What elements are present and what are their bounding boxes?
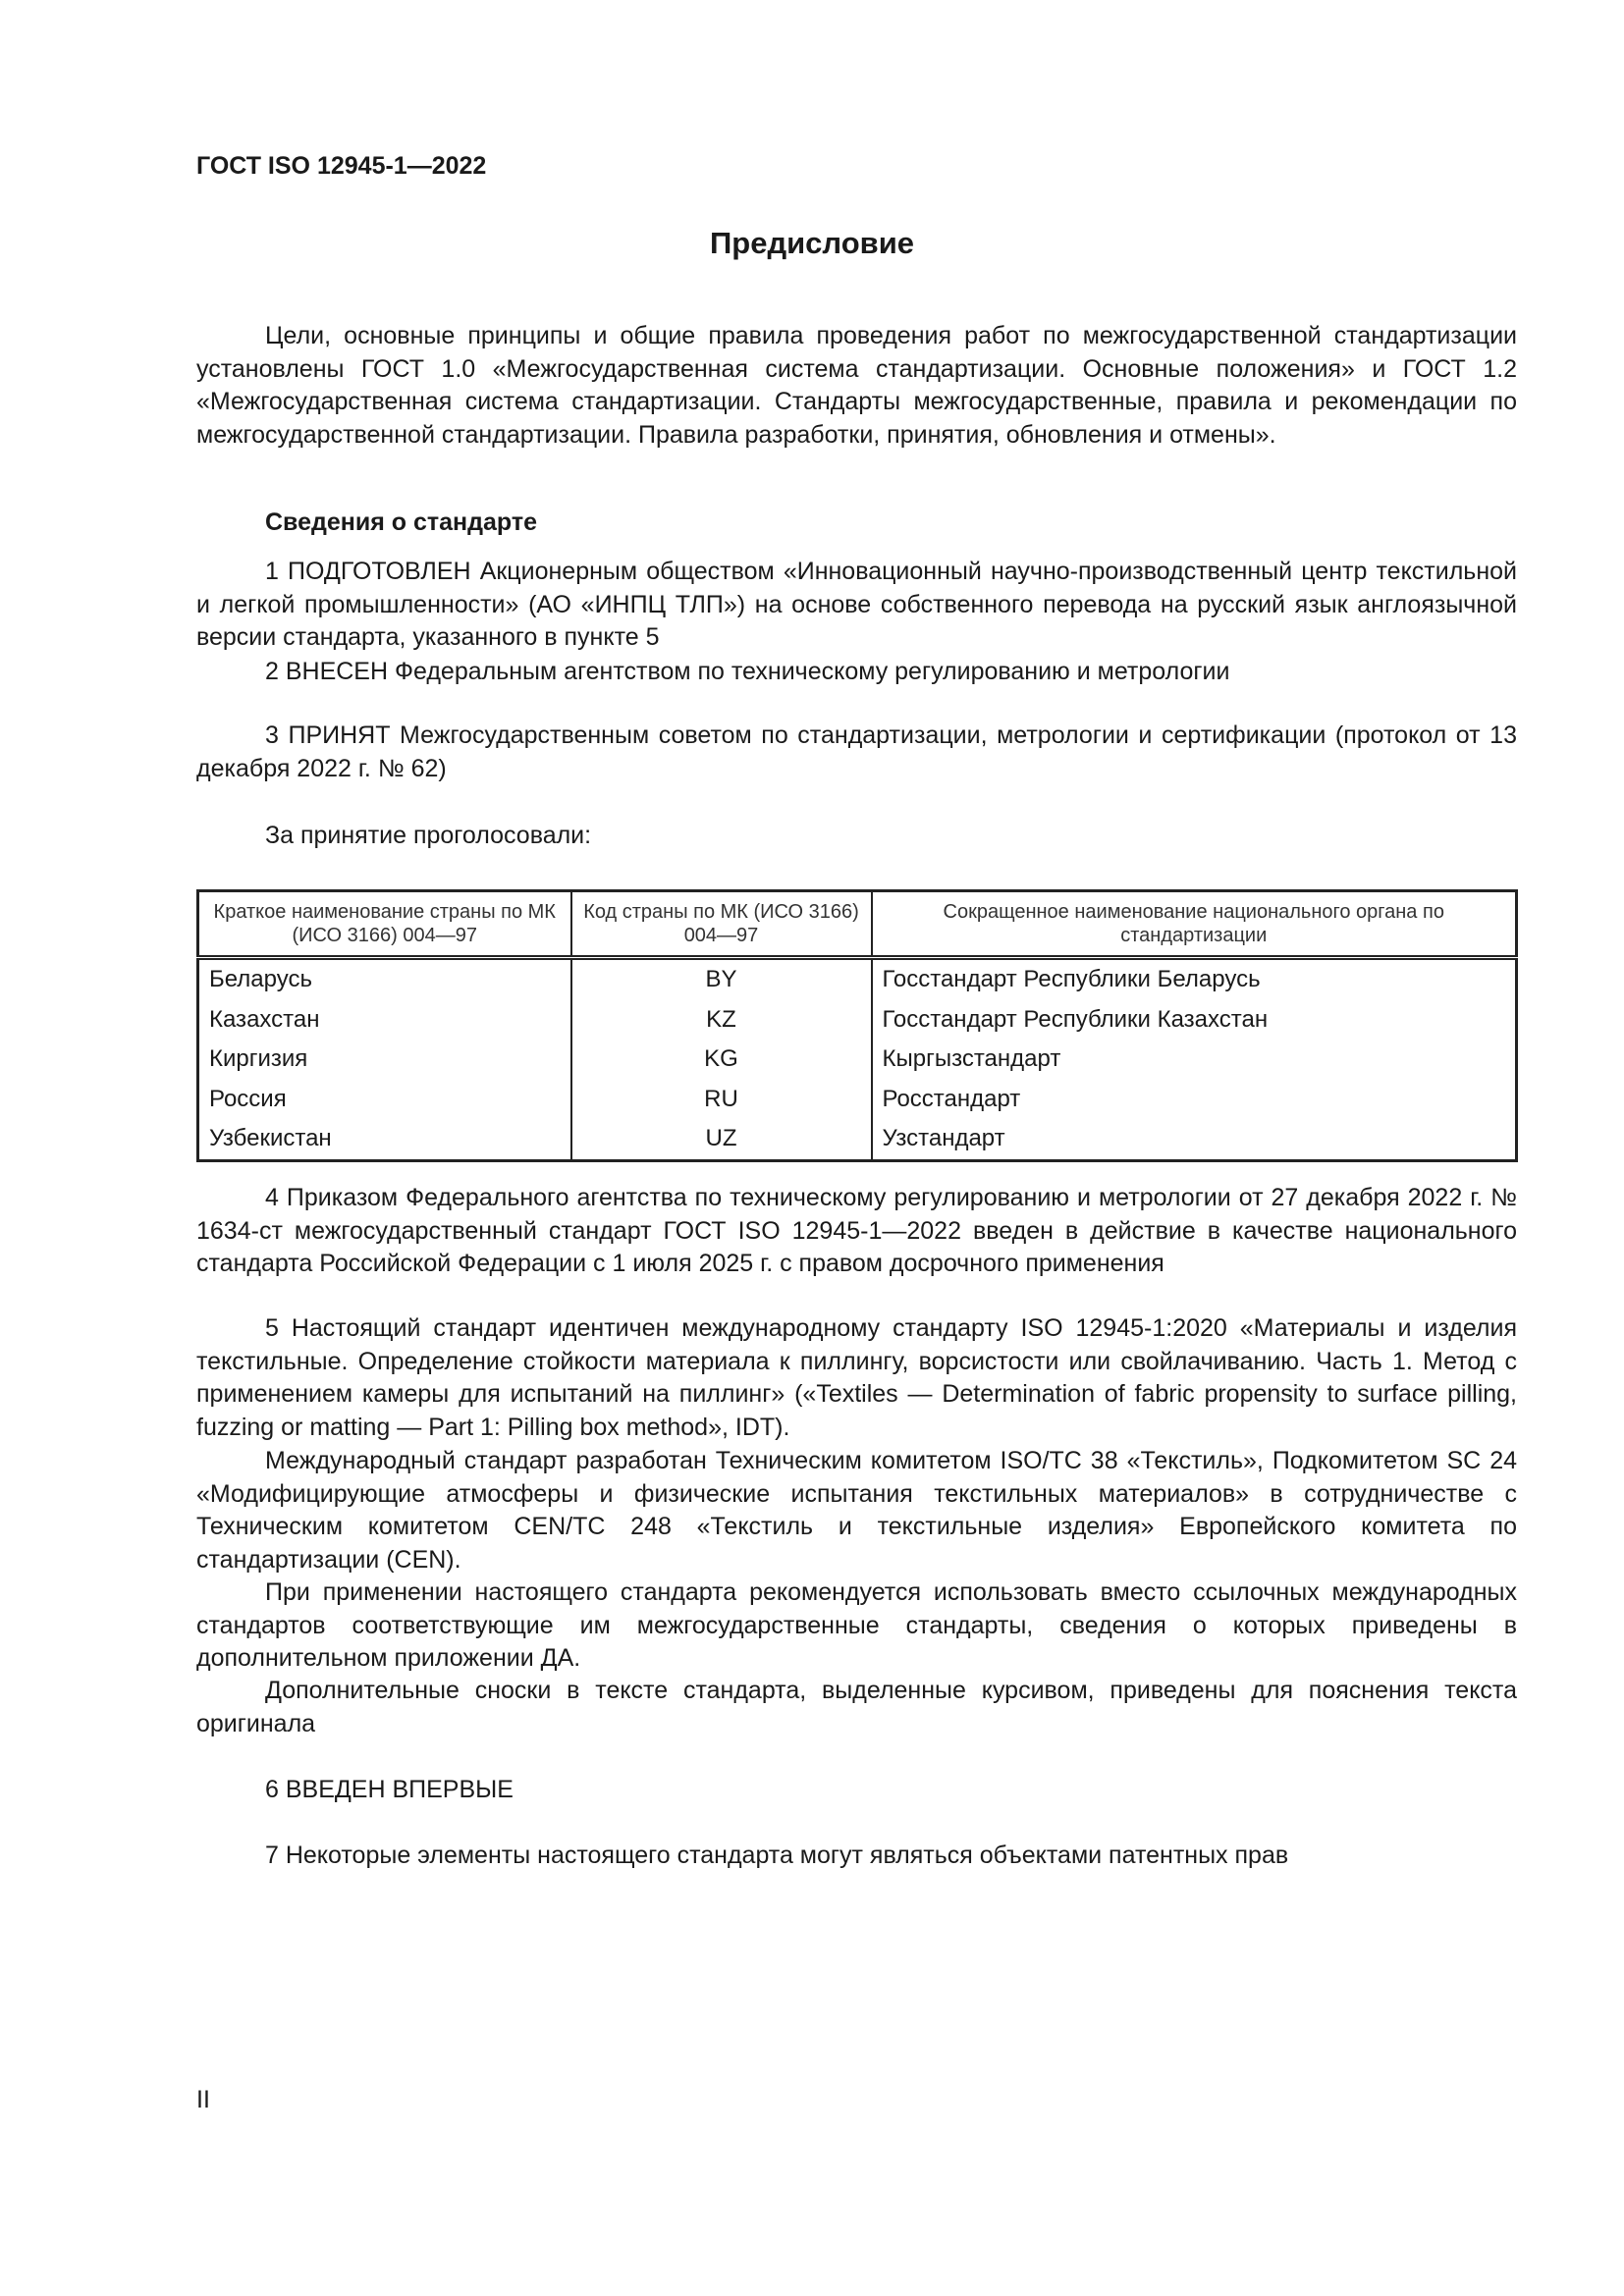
table-header-row (198, 891, 1517, 958)
column-header-body: Сокращенное наименование национального органа по стандартизации (872, 891, 1517, 958)
item-7: 7 Некоторые элементы настоящего стандарта могут являться объектами патентных прав (265, 1842, 1289, 1869)
item-2: 2 ВНЕСЕН Федеральным агентством по техническому регулированию и метрологии (265, 658, 1230, 685)
intro-paragraph: Цели, основные принципы и общие правила проведения работ по межгосударственной стандартизации установлены ГОСТ 1.0 «Межгосударственная система стандартизации. Основные положения» и ГОСТ 1.2 «Межгосударственная система стандартизации. Стандарты межгосударственные, правила и рекомендации по межгосударственной стандартизации. Правила разработки, принятия, обновления и отмены». (196, 322, 1517, 449)
cell-body: Госстандарт Республики Беларусь (872, 958, 1517, 1000)
column-header-country: Краткое наименование страны по МК (ИСО 3166) 004—97 (198, 891, 571, 958)
cell-body: Росстандарт (872, 1080, 1517, 1120)
cell-country: Россия (198, 1080, 571, 1120)
column-header-code: Код страны по МК (ИСО 3166) 004—97 (571, 891, 872, 958)
cell-country: Узбекистан (198, 1119, 571, 1160)
cell-code: UZ (571, 1119, 872, 1160)
item-5-committee: Международный стандарт разработан Техническим комитетом ISO/TC 38 «Текстиль», Подкомитетом SC 24 «Модифицирующие атмосферы и физические испытания текстильных материалов» в сотрудничестве с Техническим комитетом CEN/TC 248 «Текстиль и текстильные изделия» Европейского комитета по стандартизации (CEN). (196, 1447, 1517, 1574)
table-row (198, 958, 1517, 1000)
cell-code: KZ (571, 1000, 872, 1041)
table-row (198, 1119, 1517, 1160)
section-heading: Сведения о стандарте (265, 508, 538, 536)
cell-body: Госстандарт Республики Казахстан (872, 1000, 1517, 1041)
cell-country: Беларусь (198, 958, 571, 1000)
document-code-header: ГОСТ ISO 12945-1—2022 (196, 152, 487, 180)
item-5-usage: При применении настоящего стандарта рекомендуется использовать вместо ссылочных международных стандартов соответствующие им межгосударственные стандарты, сведения о которых приведены в дополнительном приложении ДА. (196, 1578, 1517, 1673)
item-5: 5 Настоящий стандарт идентичен международному стандарту ISO 12945-1:2020 «Материалы и изделия текстильные. Определение стойкости материала к пиллингу, ворсистости или свойлачиванию. Часть 1. Метод с применением камеры для испытаний на пиллинг» («Textiles — Determination of fabric propensity to surface pilling, fuzzing or matting — Part 1: Pilling box method», IDT). (196, 1314, 1517, 1441)
page-title: Предисловие (709, 226, 914, 260)
countries-table (196, 889, 1518, 1162)
table-row (198, 1000, 1517, 1041)
cell-country: Киргизия (198, 1040, 571, 1080)
cell-body: Кыргызстандарт (872, 1040, 1517, 1080)
item-3: 3 ПРИНЯТ Межгосударственным советом по стандартизации, метрологии и сертификации (протокол от 13 декабря 2022 г. № 62) (196, 721, 1517, 782)
cell-country: Казахстан (198, 1000, 571, 1041)
cell-code: KG (571, 1040, 872, 1080)
table-row (198, 1040, 1517, 1080)
item-6: 6 ВВЕДЕН ВПЕРВЫЕ (265, 1776, 514, 1803)
item-5-footnotes: Дополнительные сноски в тексте стандарта, выделенные курсивом, приведены для пояснения текста оригинала (196, 1677, 1517, 1737)
voted-label: За принятие проголосовали: (265, 822, 592, 849)
page-number: II (196, 2086, 210, 2113)
item-4: 4 Приказом Федерального агентства по техническому регулированию и метрологии от 27 декабря 2022 г. № 1634-ст межгосударственный стандарт ГОСТ ISO 12945-1—2022 введен в действие в качестве национального стандарта Российской Федерации с 1 июля 2025 г. с правом досрочного применения (196, 1184, 1517, 1278)
cell-code: RU (571, 1080, 872, 1120)
item-1: 1 ПОДГОТОВЛЕН Акционерным обществом «Инновационный научно-производственный центр текстильной и легкой промышленности» (АО «ИНПЦ ТЛП») на основе собственного перевода на русский язык англоязычной версии стандарта, указанного в пункте 5 (196, 558, 1517, 652)
table-row (198, 1080, 1517, 1120)
cell-body: Узстандарт (872, 1119, 1517, 1160)
cell-code: BY (571, 958, 872, 1000)
